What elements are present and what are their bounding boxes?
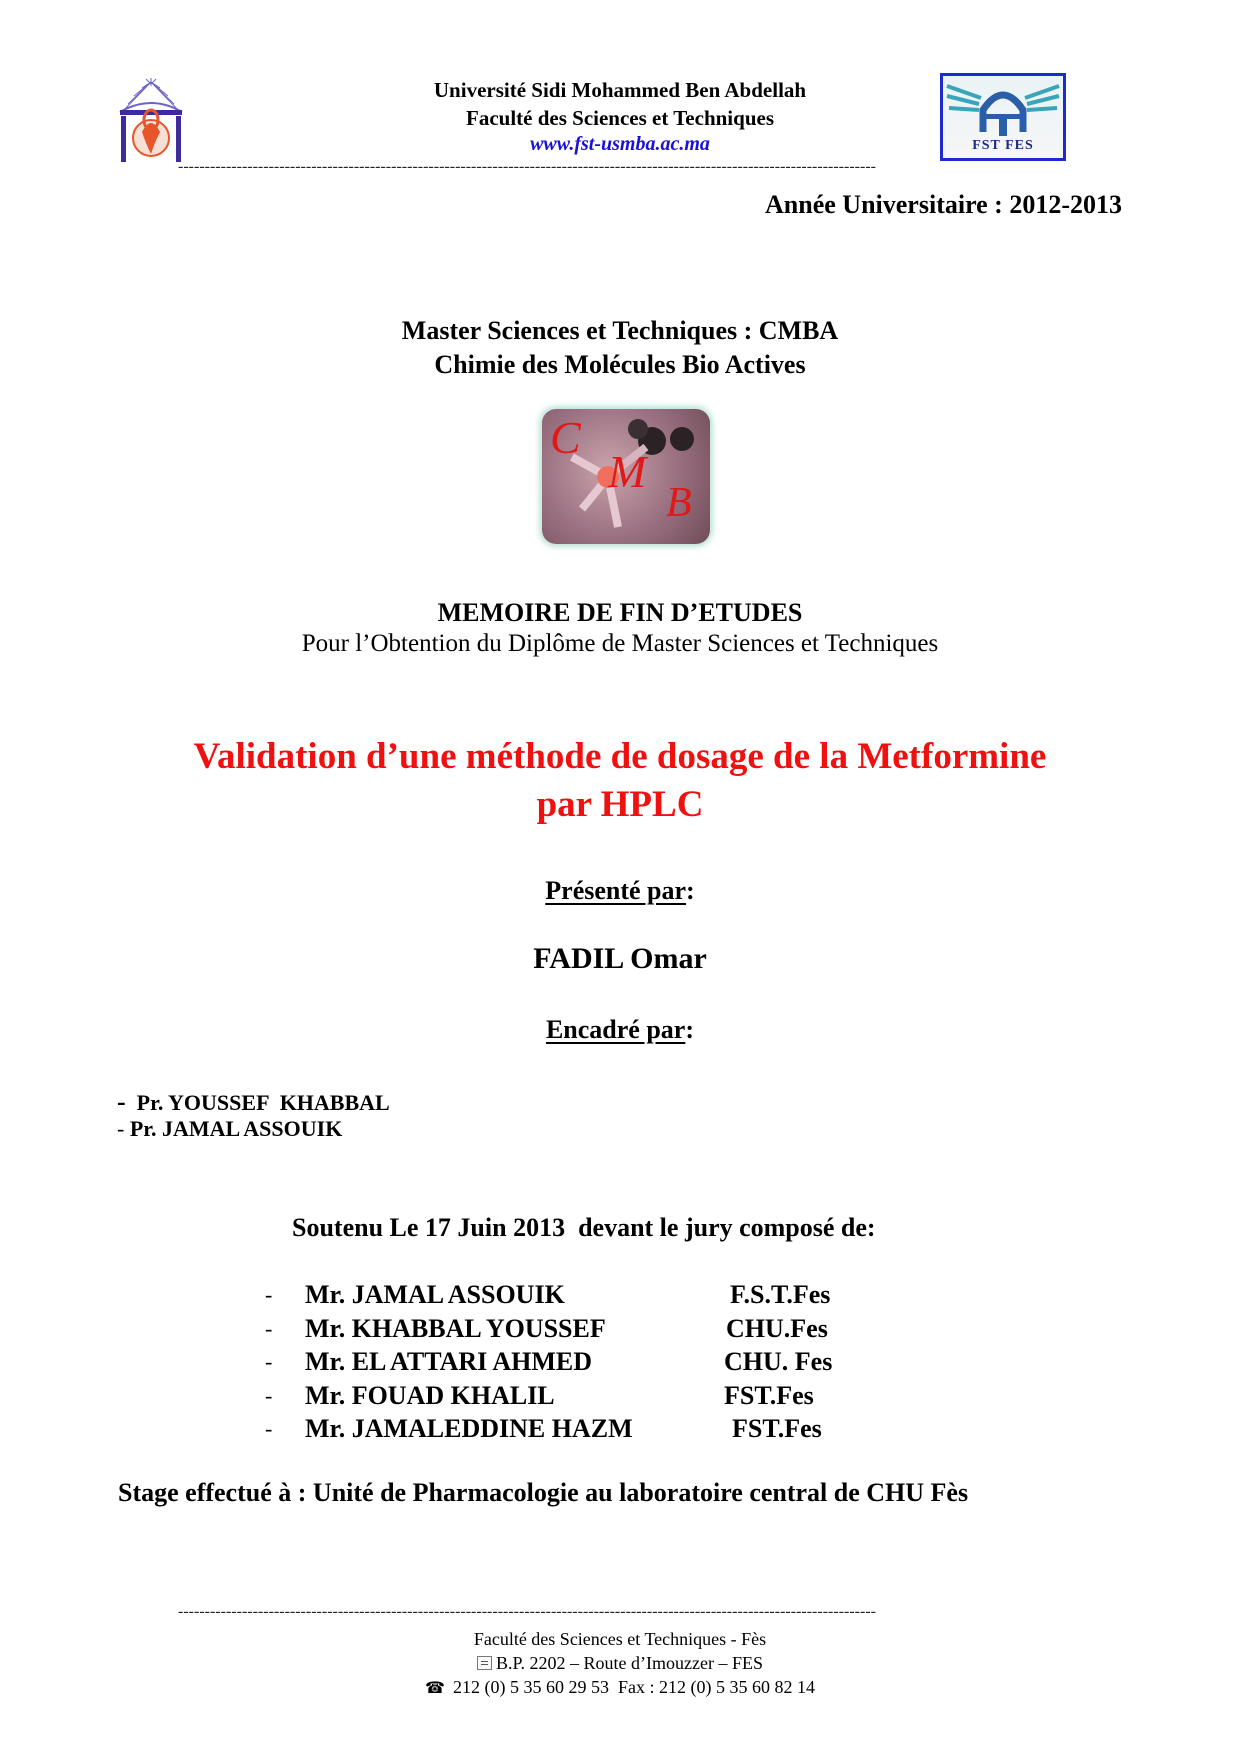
supervised-by-colon: :: [685, 1015, 695, 1044]
footer-separator: -----------------------------------------------------------------------------------------------------------------------------------: [178, 1603, 876, 1620]
footer-phone: 212 (0) 5 35 60 29 53 Fax : 212 (0) 5 35 60 82 14: [452, 1677, 815, 1697]
jury-member-name: Mr. JAMAL ASSOUIK: [305, 1280, 565, 1309]
cmba-logo-letter-c: C: [550, 412, 581, 463]
jury-member: [265, 1314, 965, 1348]
footer-address: B.P. 2202 – Route d’Imouzzer – FES: [496, 1653, 763, 1673]
supervisor-name: Pr. YOUSSEF KHABBAL: [136, 1090, 390, 1115]
cmba-logo: [542, 409, 710, 544]
faculty-name: Faculté des Sciences et Techniques: [466, 106, 774, 130]
website-link[interactable]: www.fst-usmba.ac.ma: [530, 133, 710, 155]
mailbox-icon: [477, 1656, 492, 1670]
memoire-heading: MEMOIRE DE FIN D’ETUDES: [437, 598, 803, 627]
program-title: Master Sciences et Techniques : CMBA: [401, 316, 839, 345]
jury-member: [265, 1280, 965, 1314]
fst-fes-logo: [940, 73, 1066, 161]
internship-location: Stage effectué à : Unité de Pharmacologie au laboratoire central de CHU Fès: [118, 1478, 969, 1507]
jury-member-institution: FST.Fes: [724, 1381, 814, 1410]
supervisor-item: [117, 1087, 390, 1117]
cmba-logo-letter-m: M: [608, 446, 647, 497]
jury-member-institution: FST.Fes: [732, 1414, 822, 1443]
presented-by-colon: :: [686, 876, 695, 905]
list-dash: -: [117, 1087, 126, 1116]
student-name: FADIL Omar: [533, 942, 707, 975]
supervised-by-text: Encadré par: [545, 1015, 686, 1044]
list-dash: -: [265, 1383, 273, 1408]
supervisor-item: [117, 1116, 342, 1142]
footer-address-line: [0, 1651, 1240, 1675]
thesis-title-line1: Validation d’une méthode de dosage de la Metformine: [193, 736, 1047, 777]
program-subtitle: Chimie des Molécules Bio Actives: [434, 350, 806, 379]
jury-member-name: Mr. FOUAD KHALIL: [305, 1381, 555, 1410]
presented-by-text: Présenté par: [545, 876, 687, 905]
supervisor-name: Pr. JAMAL ASSOUIK: [129, 1116, 343, 1141]
telephone-icon: ☎: [425, 1680, 445, 1697]
jury-member: [265, 1414, 965, 1448]
jury-member-institution: CHU.Fes: [726, 1314, 828, 1343]
list-dash: -: [265, 1416, 273, 1441]
list-dash: -: [265, 1282, 273, 1307]
footer-faculty: Faculté des Sciences et Techniques - Fès: [473, 1629, 767, 1649]
list-dash: -: [117, 1116, 125, 1141]
memoire-subheading: Pour l’Obtention du Diplôme de Master Sciences et Techniques: [301, 630, 939, 657]
defense-statement: Soutenu Le 17 Juin 2013 devant le jury composé de:: [292, 1213, 876, 1242]
jury-member-name: Mr. KHABBAL YOUSSEF: [305, 1314, 606, 1343]
supervised-by-label: [0, 1015, 1240, 1045]
university-name: Université Sidi Mohammed Ben Abdellah: [433, 78, 807, 102]
cmba-logo-letter-b: B: [666, 480, 692, 526]
header-separator: -----------------------------------------------------------------------------------------------------------------------------------: [178, 158, 876, 175]
fst-fes-logo-label: FST FES: [972, 138, 1034, 153]
jury-member: [265, 1381, 965, 1415]
jury-member-name: Mr. EL ATTARI AHMED: [305, 1347, 593, 1376]
jury-member-name: Mr. JAMALEDDINE HAZM: [305, 1414, 633, 1443]
jury-member: [265, 1347, 965, 1381]
academic-year: Année Universitaire : 2012-2013: [765, 190, 1122, 219]
list-dash: -: [265, 1316, 273, 1341]
presented-by-label: [0, 876, 1240, 906]
thesis-title-line2: par HPLC: [536, 784, 704, 825]
list-dash: -: [265, 1349, 273, 1374]
jury-member-institution: F.S.T.Fes: [730, 1280, 831, 1309]
jury-member-institution: CHU. Fes: [724, 1347, 833, 1376]
footer-phone-line: [0, 1675, 1240, 1701]
